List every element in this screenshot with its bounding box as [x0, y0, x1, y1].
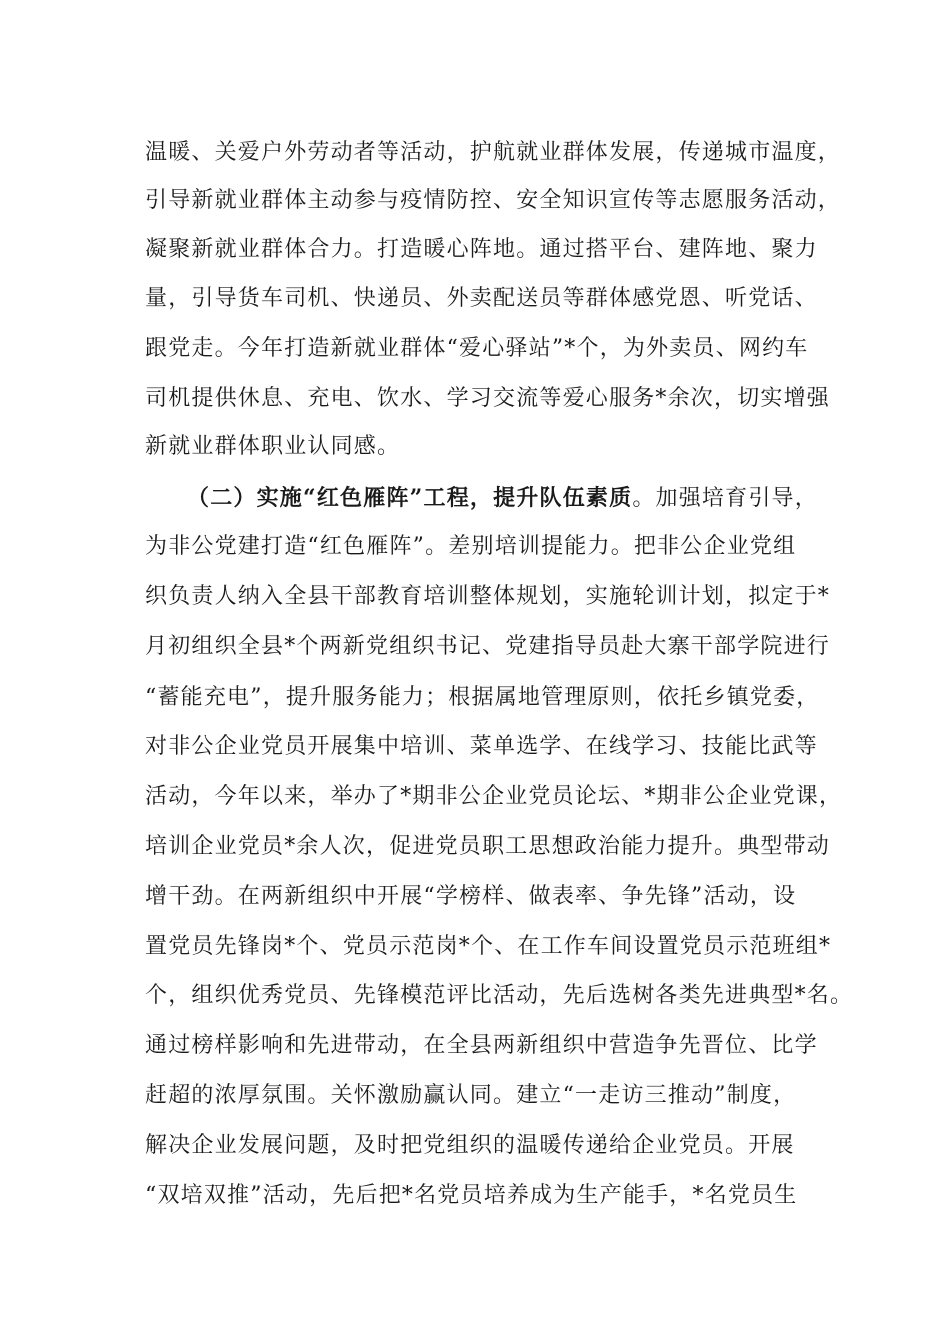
text-line: 活动，今年以来，举办了*期非公企业党员论坛、*期非公企业党课， — [145, 784, 843, 809]
text-line: 对非公企业党员开展集中培训、菜单选学、在线学习、技能比武等 — [145, 734, 818, 759]
text-line: 量，引导货车司机、快递员、外卖配送员等群体感党恩、听党话、 — [145, 286, 818, 311]
text-line: 为非公党建打造“红色雁阵”。差别培训提能力。把非公企业党组 — [145, 534, 797, 559]
text-line: 凝聚新就业群体合力。打造暖心阵地。通过搭平台、建阵地、聚力 — [145, 237, 818, 262]
text-line: 新就业群体职业认同感。 — [145, 434, 401, 459]
text-line: 培训企业党员*余人次，促进党员职工思想政治能力提升。典型带动 — [145, 834, 831, 859]
section-heading-rest: 。加强培育引导， — [632, 486, 818, 511]
text-line: 月初组织全县*个两新党组织书记、党建指导员赴大寨干部学院进行 — [145, 634, 831, 659]
text-line: 温暖、关爱户外劳动者等活动，护航就业群体发展，传递城市温度， — [145, 140, 842, 165]
text-line: 赶超的浓厚氛围。关怀激励赢认同。建立“一走访三推动”制度， — [145, 1083, 797, 1108]
text-line: “双培双推”活动，先后把*名党员培养成为生产能手，*名党员生 — [145, 1183, 798, 1208]
text-line: 引导新就业群体主动参与疫情防控、安全知识宣传等志愿服务活动， — [145, 188, 842, 213]
text-line: 置党员先锋岗*个、党员示范岗*个、在工作车间设置党员示范班组* — [145, 934, 832, 959]
text-line: 织负责人纳入全县干部教育培训整体规划，实施轮训计划，拟定于* — [145, 584, 831, 609]
text-line: 增干劲。在两新组织中开展“学榜样、做表率、争先锋”活动，设 — [145, 884, 797, 909]
section-heading-line — [187, 483, 818, 514]
text-line: 跟党走。今年打造新就业群体“爱心驿站”*个，为外卖员、网约车 — [145, 336, 809, 361]
text-line: “蓄能充电”，提升服务能力；根据属地管理原则，依托乡镇党委， — [145, 685, 820, 710]
text-line: 个，组织优秀党员、先锋模范评比活动，先后选树各类先进典型*名。 — [145, 983, 854, 1008]
text-line: 通过榜样影响和先进带动，在全县两新组织中营造争先晋位、比学 — [145, 1033, 818, 1058]
text-line: 司机提供休息、充电、饮水、学习交流等爱心服务*余次，切实增强 — [145, 386, 831, 411]
section-heading: （二）实施“红色雁阵”工程，提升队伍素质 — [187, 485, 633, 511]
text-line: 解决企业发展问题，及时把党组织的温暖传递给企业党员。开展 — [145, 1133, 795, 1158]
